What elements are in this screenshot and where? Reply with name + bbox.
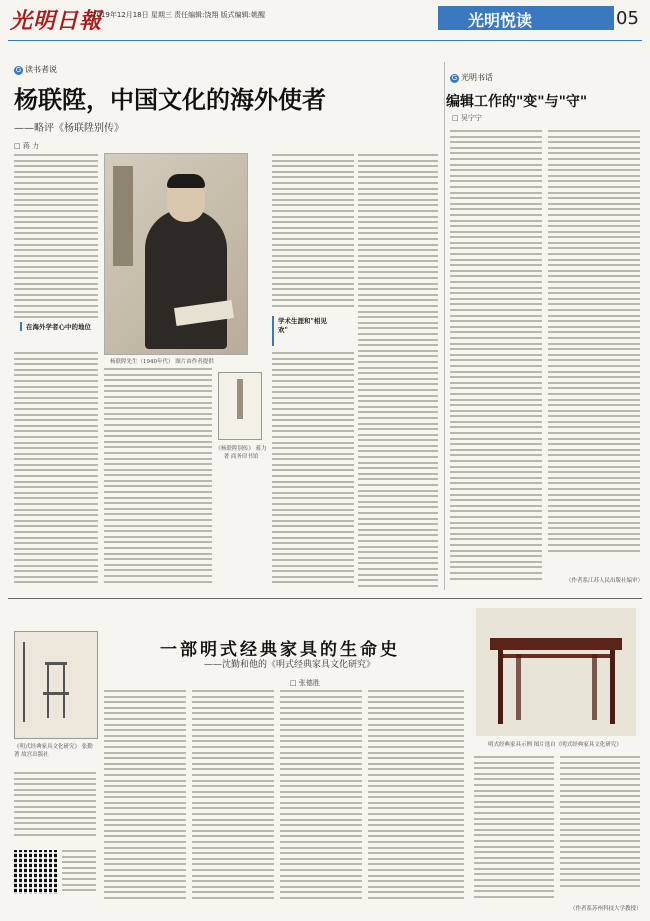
column-tag-bookchat <box>450 72 493 83</box>
text-column <box>62 850 96 898</box>
furniture-photo <box>476 608 636 736</box>
tag-label: 光明书话 <box>461 73 493 82</box>
masthead-rule <box>8 40 642 41</box>
portrait-photo <box>104 153 248 355</box>
subhead-box <box>272 316 328 346</box>
article-subtitle: ——略评《杨联陞别传》 <box>14 123 124 134</box>
section-title: 光明悦读 <box>468 11 533 30</box>
table-leg-shape <box>610 650 615 724</box>
table-leg-shape <box>592 654 597 720</box>
article-headline: 杨联陞，中国文化的海外使者 <box>14 85 326 114</box>
chair-seat-shape <box>43 692 69 695</box>
text-column <box>104 690 186 910</box>
newspaper-logo: 光明日報 <box>10 8 103 34</box>
text-column <box>548 130 640 570</box>
text-column <box>14 154 98 318</box>
text-column <box>368 690 464 910</box>
masthead <box>0 0 650 40</box>
text-column <box>192 690 274 910</box>
photo-caption: 杨联陞先生（1940年代） 图片由作者提供 <box>110 359 214 365</box>
furniture-book-cover <box>14 631 98 739</box>
cover-caption: 《明式经典家具文化研究》 张勤 著 故宫出版社 <box>14 744 93 758</box>
bottom-headline: 一部明式经典家具的生命史 <box>160 640 400 660</box>
book-cover-image <box>218 372 262 440</box>
section-rule <box>8 598 642 599</box>
figure-hair <box>167 174 205 188</box>
subhead-1: 在海外学者心中的地位 <box>26 323 91 331</box>
dateline: 2019年12月18日 星期三 责任编辑:饶翔 版式编辑:姚醒 <box>92 11 266 19</box>
tag-label: 读书者说 <box>25 65 57 74</box>
text-column <box>358 154 438 588</box>
column-tag-reading <box>14 64 57 75</box>
chair-leg-shape <box>47 662 49 718</box>
lamp-shape <box>113 166 133 266</box>
right-byline: □ 吴宁宁 <box>452 114 482 122</box>
subhead-box <box>20 322 100 331</box>
text-column <box>14 772 96 842</box>
book-caption: 《杨联陞别传》 蒋力 著 商务印书馆 <box>215 446 267 460</box>
text-column <box>560 756 640 896</box>
figure-body <box>145 209 227 349</box>
text-column <box>280 690 362 910</box>
cover-title-line <box>23 642 25 722</box>
table-leg-shape <box>516 654 521 720</box>
cover-title-block <box>237 379 243 419</box>
chair-leg-shape <box>63 662 65 718</box>
page-number: 05 <box>616 8 639 29</box>
right-headline: 编辑工作的"变"与"守" <box>446 94 588 110</box>
g-logo-icon: G <box>451 74 458 82</box>
furniture-caption: 明式经典家具示例 图片选自《明式经典家具文化研究》 <box>488 742 622 748</box>
text-column <box>450 130 542 586</box>
text-column <box>474 756 554 908</box>
column-divider <box>444 62 445 590</box>
bottom-subtitle: ——沈勤和他的《明式经典家具文化研究》 <box>204 660 376 670</box>
table-leg-shape <box>498 650 503 724</box>
article-byline: □ 蒋 力 <box>14 142 40 150</box>
right-author-note: （作者系江苏人民出版社编审） <box>566 578 644 584</box>
g-logo-icon: G <box>15 66 22 74</box>
text-column <box>14 352 98 587</box>
text-column <box>104 368 212 586</box>
bottom-author-note: （作者系苏州科技大学教授） <box>570 906 642 912</box>
text-column <box>272 154 354 310</box>
bottom-byline: □ 张德胜 <box>290 679 320 687</box>
table-top-shape <box>490 638 622 650</box>
text-column <box>272 352 354 588</box>
subhead-2: 学术生涯和"相见欢" <box>278 317 327 334</box>
qr-code-icon <box>14 850 58 894</box>
